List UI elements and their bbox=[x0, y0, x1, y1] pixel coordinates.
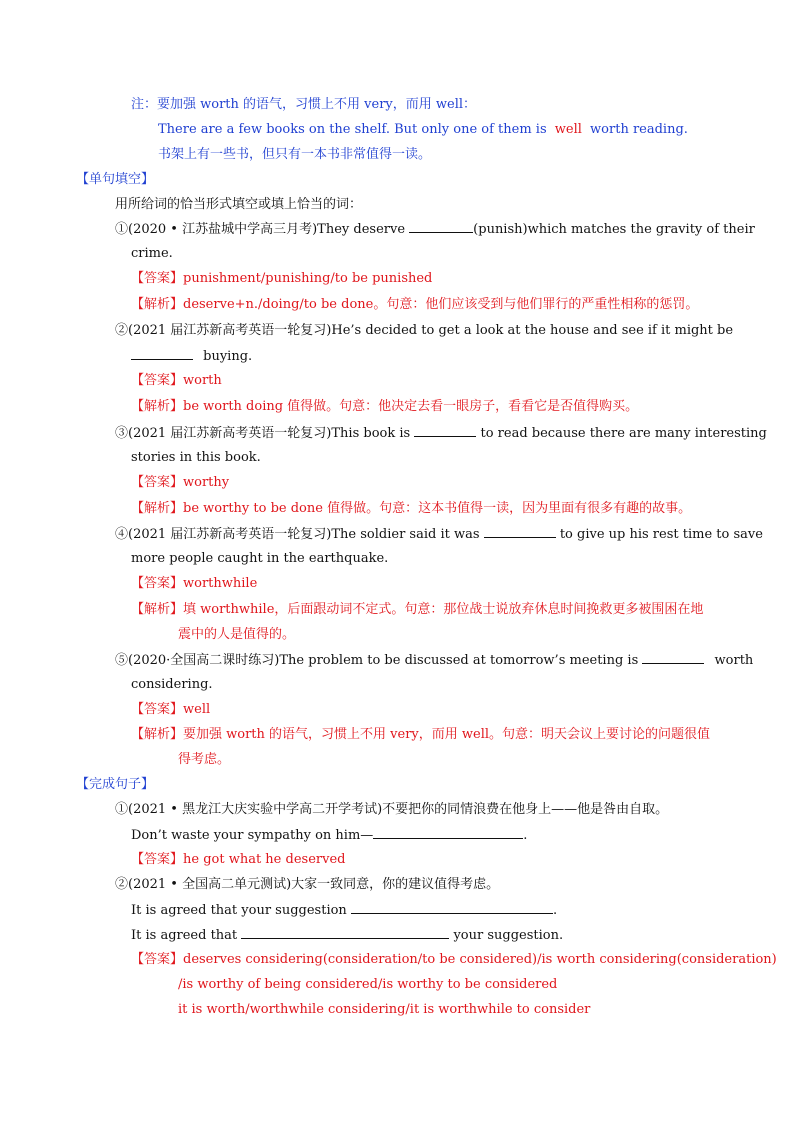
section-title-fill-blank: 【单句填空】 bbox=[76, 172, 155, 187]
answer-blank bbox=[484, 525, 556, 538]
question-3-line2: stories in this book. bbox=[131, 450, 261, 465]
sentence-text: It is agreed that your suggestion bbox=[131, 903, 347, 918]
question-2-line1 bbox=[115, 322, 733, 340]
answer-2: 【答案】worth bbox=[131, 373, 222, 388]
answer-blank bbox=[131, 347, 193, 360]
analysis-4-line1: 【解析】填 worthwhile，后面跟动词不定式。句意：那位战士说放弃休息时间挽救更多被围困在地 bbox=[131, 602, 704, 617]
question-text: to read because there are many interesting bbox=[480, 426, 767, 441]
question-text: worth bbox=[714, 653, 754, 668]
sentence-text: . bbox=[552, 903, 558, 918]
sentence-2-line1: ②(2021 • 全国高二单元测试)大家一致同意，你的建议值得考虑。 bbox=[115, 877, 500, 892]
sentence-1-answer: 【答案】he got what he deserved bbox=[131, 852, 346, 867]
question-number: ① bbox=[115, 222, 129, 237]
answer-blank bbox=[351, 901, 553, 914]
sentence-text: your suggestion. bbox=[453, 928, 564, 943]
answer-blank bbox=[414, 424, 476, 437]
question-4-line1 bbox=[115, 525, 763, 544]
analysis-3: 【解析】be worthy to be done 值得做。句意：这本书值得一读，因为里面有很多有趣的故事。 bbox=[131, 501, 692, 516]
answer-5: 【答案】well bbox=[131, 702, 211, 717]
question-1-line2: crime. bbox=[131, 246, 173, 261]
question-text: (2021 届江苏新高考英语一轮复习)He’s decided to get a look at the house and see if it might be bbox=[128, 323, 734, 338]
answer-blank bbox=[241, 926, 449, 939]
analysis-2: 【解析】be worth doing 值得做。句意：他决定去看一眼房子，看看它是否值得购买。 bbox=[131, 399, 639, 414]
question-text: to give up his rest time to save bbox=[559, 527, 763, 542]
question-number: ③ bbox=[115, 426, 129, 441]
sentence-2-line3 bbox=[131, 926, 563, 945]
analysis-5-line2: 得考虑。 bbox=[178, 752, 231, 767]
question-number: ④ bbox=[115, 527, 129, 542]
question-4-line2: more people caught in the earthquake. bbox=[131, 551, 389, 566]
question-text: buying. bbox=[203, 349, 253, 364]
note-line: 注：要加强 worth 的语气，习惯上不用 very，而用 well： bbox=[131, 97, 477, 112]
question-text: (2020·全国高二课时练习)The problem to be discussed at tomorrow’s meeting is bbox=[128, 653, 639, 668]
answer-1: 【答案】punishment/punishing/to be punished bbox=[131, 271, 433, 286]
note-example-pre: There are a few books on the shelf. But only one of them is bbox=[158, 122, 547, 137]
question-3-line1 bbox=[115, 424, 767, 443]
question-number: ② bbox=[115, 323, 129, 338]
analysis-1: 【解析】deserve+n./doing/to be done。句意：他们应该受到与他们罪行的严重性相称的惩罚。 bbox=[131, 297, 699, 312]
answer-blank bbox=[409, 220, 473, 233]
section-title-complete-sentences: 【完成句子】 bbox=[76, 777, 155, 792]
question-5-line1 bbox=[115, 651, 753, 670]
question-number: ⑤ bbox=[115, 653, 129, 668]
sentence-1-line1: ①(2021 • 黑龙江大庆实验中学高二开学考试)不要把你的同情浪费在他身上——他是咎由自取。 bbox=[115, 802, 669, 817]
answer-blank bbox=[373, 826, 523, 839]
sentence-1-line2 bbox=[131, 826, 527, 845]
question-text: (2021 届江苏新高考英语一轮复习)This book is bbox=[128, 426, 411, 441]
question-text: (2020 • 江苏盐城中学高三月考)They deserve bbox=[128, 222, 406, 237]
sentence-2-line2 bbox=[131, 901, 557, 920]
note-example-post: worth reading. bbox=[590, 122, 688, 137]
answer-blank bbox=[642, 651, 704, 664]
analysis-5-line1: 【解析】要加强 worth 的语气，习惯上不用 very，而用 well。句意：明天会议上要讨论的问题很值 bbox=[131, 727, 711, 742]
question-1-line1 bbox=[115, 220, 755, 239]
question-2-line2 bbox=[131, 347, 252, 366]
sentence-text: . bbox=[523, 828, 528, 843]
note-example-highlight: well bbox=[554, 122, 582, 137]
note-example bbox=[158, 121, 688, 139]
question-text: (punish)which matches the gravity of their bbox=[473, 222, 755, 237]
note-translation: 书架上有一些书，但只有一本书非常值得一读。 bbox=[158, 147, 432, 162]
question-5-line2: considering. bbox=[131, 677, 213, 692]
sentence-2-answer-line1: 【答案】deserves considering(consideration/to be considered)/is worth considering(consideration) bbox=[131, 952, 777, 967]
answer-3: 【答案】worthy bbox=[131, 475, 230, 490]
sentence-2-answer-line3: it is worth/worthwhile considering/it is worthwhile to consider bbox=[178, 1002, 591, 1017]
analysis-4-line2: 震中的人是值得的。 bbox=[178, 627, 296, 642]
sentence-text: It is agreed that bbox=[131, 928, 238, 943]
answer-4: 【答案】worthwhile bbox=[131, 576, 258, 591]
sentence-text: Don’t waste your sympathy on him— bbox=[131, 828, 374, 843]
question-text: (2021 届江苏新高考英语一轮复习)The soldier said it was bbox=[128, 527, 480, 542]
sentence-2-answer-line2: /is worthy of being considered/is worthy to be considered bbox=[178, 977, 558, 992]
section-instruction: 用所给词的恰当形式填空或填上恰当的词： bbox=[115, 197, 363, 212]
